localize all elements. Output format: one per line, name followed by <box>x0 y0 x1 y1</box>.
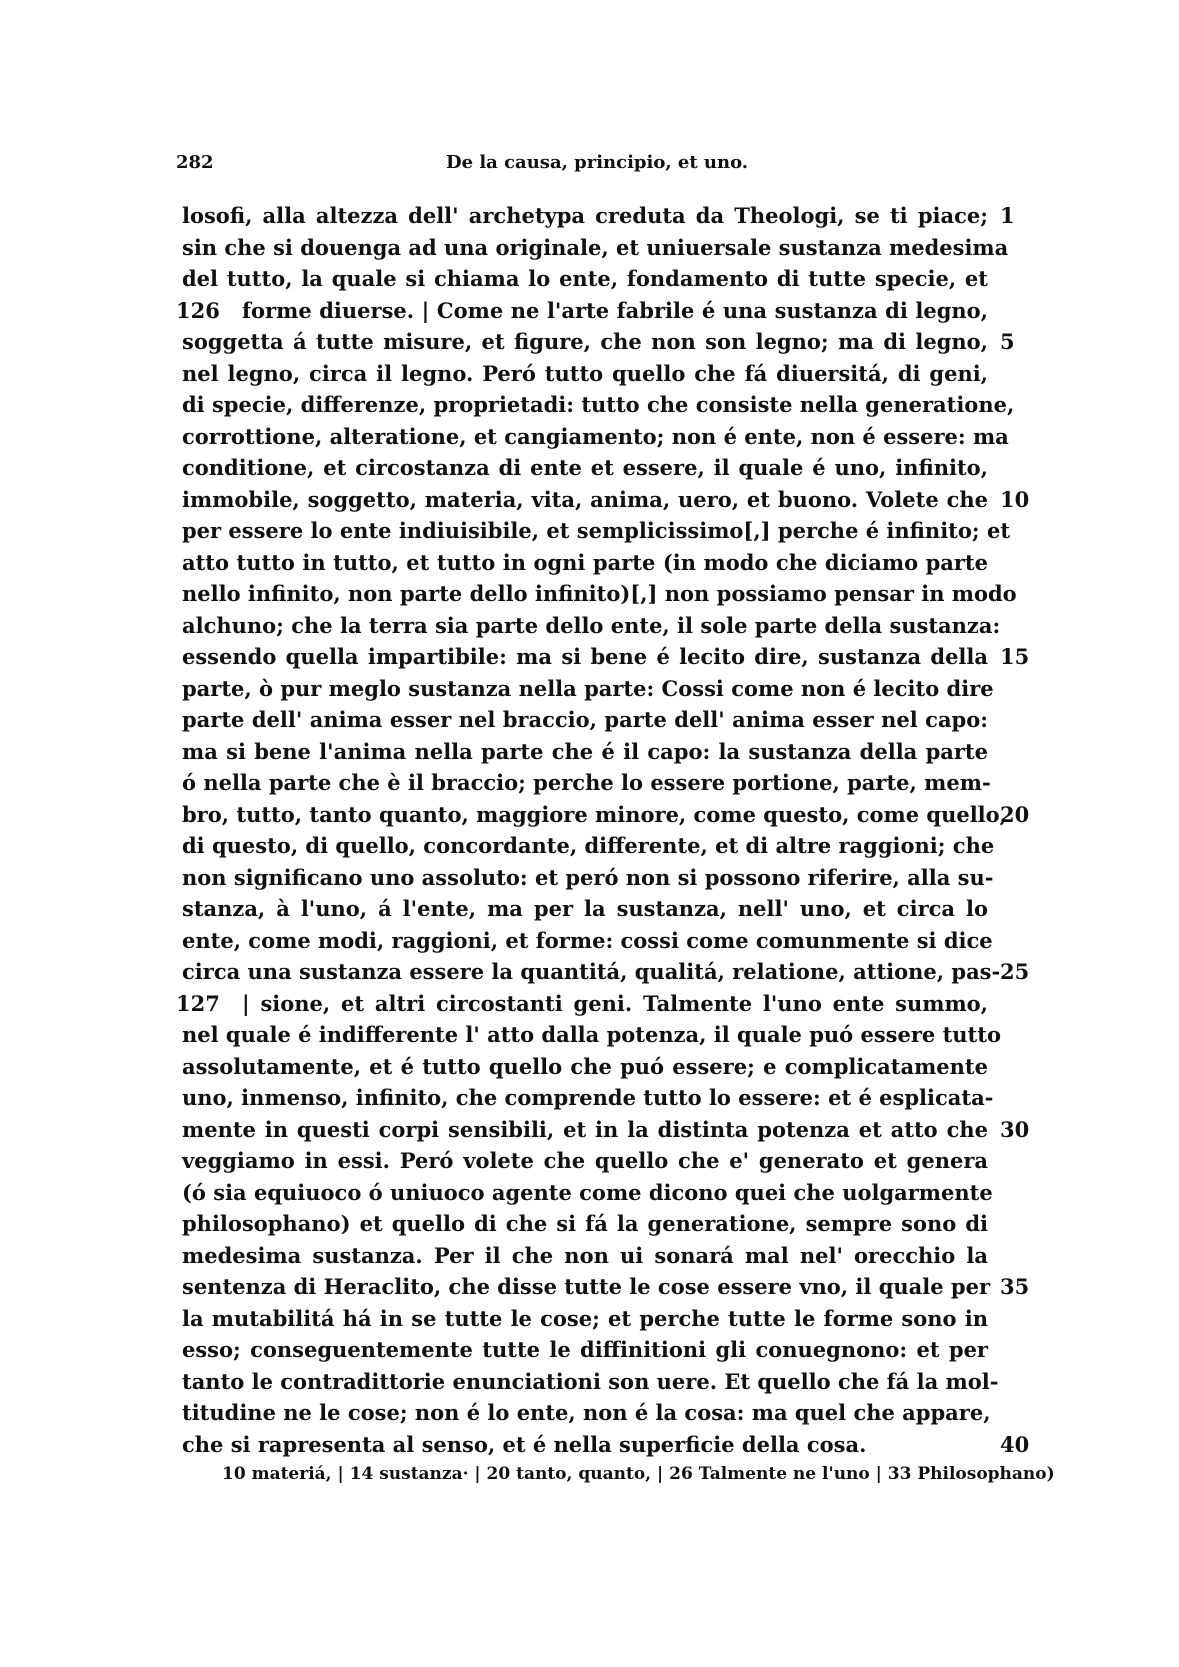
text-line <box>176 988 988 1020</box>
text-line <box>182 1271 1030 1303</box>
text-line <box>182 1082 994 1114</box>
text-line <box>182 1429 1030 1461</box>
text-line <box>182 1334 988 1366</box>
text-line <box>182 484 1030 516</box>
text-line <box>182 799 1030 831</box>
text-line <box>182 830 995 862</box>
text-line <box>182 1366 999 1398</box>
text-line <box>182 232 1009 264</box>
line-text: ó nella parte che è il braccio; perche lo essere portione, parte, mem- <box>182 770 991 795</box>
text-line <box>182 1397 991 1429</box>
left-margin-number: 126 <box>176 297 220 323</box>
text-line <box>182 1114 1030 1146</box>
text-line <box>182 578 1017 610</box>
line-number: 15 <box>1000 644 1030 669</box>
running-title: De la causa, principio, et uno. <box>446 152 749 173</box>
line-number: 40 <box>1000 1431 1030 1457</box>
line-text: forme diuerse. | Come ne l'arte fabrile é una sustanza di legno, <box>242 297 988 323</box>
line-text: medesima sustanza. Per il che non ui sonará mal nel' orecchio la <box>182 1242 988 1268</box>
page-header <box>176 152 996 182</box>
text-line <box>182 862 994 894</box>
line-text: corrottione, alteratione, et cangiamento; non é ente, non é essere: ma <box>182 423 1009 449</box>
text-line <box>182 389 1015 421</box>
text-line <box>182 1240 988 1272</box>
line-text: alchuno; che la terra sia parte dello ente, il sole parte della sustanza: <box>182 612 1001 638</box>
line-text: uno, inmenso, infinito, che comprende tutto lo essere: et é esplicata- <box>182 1085 994 1110</box>
line-text: nel quale é indifferente l' atto dalla potenza, il quale puó essere tutto <box>182 1022 1001 1047</box>
line-text: nel legno, circa il legno. Peró tutto quello che fá diuersitá, di geni, <box>182 360 988 386</box>
line-text: philosophano) et quello di che si fá la generatione, sempre sono di <box>182 1211 988 1236</box>
line-text: titudine ne le cose; non é lo ente, non é la cosa: ma quel che appare, <box>182 1400 991 1425</box>
text-line <box>182 1177 993 1209</box>
text-line <box>182 641 1030 673</box>
line-text: | sione, et altri circostanti geni. Talmente l'uno ente summo, <box>242 990 988 1016</box>
text-line <box>182 673 994 705</box>
line-number: 30 <box>1000 1116 1030 1142</box>
text-body <box>176 200 1030 1460</box>
line-text: di specie, differenze, proprietadi: tutto che consiste nella generatione, <box>182 392 1015 417</box>
text-line <box>176 295 988 327</box>
line-text: (ó sia equiuoco ó uniuoco agente come dicono quei che uolgarmente <box>182 1179 993 1205</box>
line-text: tanto le contradittorie enunciationi son uere. Et quello che fá la mol- <box>182 1368 999 1394</box>
line-text: assolutamente, et é tutto quello che puó essere; e complicatamente <box>182 1053 988 1079</box>
text-line <box>182 421 1009 453</box>
text-line <box>182 263 988 295</box>
line-number: 10 <box>1000 486 1030 512</box>
line-text: parte, ò pur meglo sustanza nella parte: Cossi come non é lecito dire <box>182 675 994 701</box>
line-text: parte dell' anima esser nel braccio, parte dell' anima esser nel capo: <box>182 707 988 732</box>
text-line <box>182 200 1015 232</box>
line-text: soggetta á tutte misure, et figure, che non son legno; ma di legno, <box>182 329 988 354</box>
text-line <box>182 704 988 736</box>
line-text: nello infinito, non parte dello infinito)[,] non possiamo pensar in modo <box>182 581 1017 606</box>
line-text: esso; conseguentemente tutte le diffinitioni gli conuegnono: et per <box>182 1337 988 1362</box>
line-number: 20 <box>1000 801 1030 827</box>
line-text: ente, come modi, raggioni, et forme: cossi come comunmente si dice <box>182 927 993 953</box>
text-line <box>182 1051 988 1083</box>
text-line <box>182 956 1030 988</box>
text-line <box>182 610 1001 642</box>
line-text: essendo quella impartibile: ma si bene é lecito dire, sustanza della <box>182 644 988 669</box>
line-text: per essere lo ente indiuisibile, et semplicissimo[,] perche é infinito; et <box>182 518 1011 543</box>
line-text: immobile, soggetto, materia, vita, anima, uero, et buono. Volete che <box>182 486 988 512</box>
line-text: che si rapresenta al senso, et é nella superficie della cosa. <box>182 1431 867 1457</box>
line-text: veggiamo in essi. Peró volete che quello che e' generato et genera <box>182 1148 988 1173</box>
text-line <box>182 547 988 579</box>
line-text: bro, tutto, tanto quanto, maggiore minore, come questo, come quello, <box>182 801 1007 827</box>
text-line <box>182 893 988 925</box>
line-text: sentenza di Heraclito, che disse tutte le cose essere vno, il quale per <box>182 1274 991 1299</box>
line-text: la mutabilitá há in se tutte le cose; et perche tutte le forme sono in <box>182 1305 988 1331</box>
text-line <box>182 1303 988 1335</box>
line-text: del tutto, la quale si chiama lo ente, fondamento di tutte specie, et <box>182 266 988 291</box>
line-number: 35 <box>1000 1274 1030 1299</box>
line-text: atto tutto in tutto, et tutto in ogni parte (in modo che diciamo parte <box>182 549 988 575</box>
text-line <box>182 326 1015 358</box>
footnote-apparatus: 10 materiá, | 14 sustanza· | 20 tanto, quanto, | 26 Talmente ne l'uno | 33 Philosophano) <box>222 1464 1055 1484</box>
page-number: 282 <box>176 152 214 173</box>
line-text: di questo, di quello, concordante, differente, et di altre raggioni; che <box>182 833 995 858</box>
line-number: 5 <box>1000 329 1015 354</box>
text-line <box>182 925 993 957</box>
line-text: mente in questi corpi sensibili, et in la distinta potenza et atto che <box>182 1116 988 1142</box>
line-number: 25 <box>1000 959 1030 984</box>
line-text: circa una sustanza essere la quantitá, qualitá, relatione, attione, pas- <box>182 959 1001 984</box>
line-text: losofi, alla altezza dell' archetypa creduta da Theologi, se ti piace; <box>182 203 988 228</box>
line-text: stanza, à l'uno, á l'ente, ma per la sustanza, nell' uno, et circa lo <box>182 896 988 921</box>
text-line <box>182 452 988 484</box>
text-line <box>182 767 991 799</box>
text-line <box>182 736 988 768</box>
text-line <box>182 1019 1001 1051</box>
line-text: sin che si douenga ad una originale, et uniuersale sustanza medesima <box>182 234 1009 260</box>
text-line <box>182 1145 988 1177</box>
line-text: conditione, et circostanza di ente et essere, il quale é uno, infinito, <box>182 455 988 480</box>
text-line <box>182 1208 988 1240</box>
text-line <box>182 515 1011 547</box>
line-number: 1 <box>1000 203 1015 228</box>
left-margin-number: 127 <box>176 990 220 1016</box>
text-line <box>182 358 988 390</box>
line-text: ma si bene l'anima nella parte che é il capo: la sustanza della parte <box>182 738 988 764</box>
line-text: non significano uno assoluto: et peró non si possono riferire, alla su- <box>182 864 994 890</box>
